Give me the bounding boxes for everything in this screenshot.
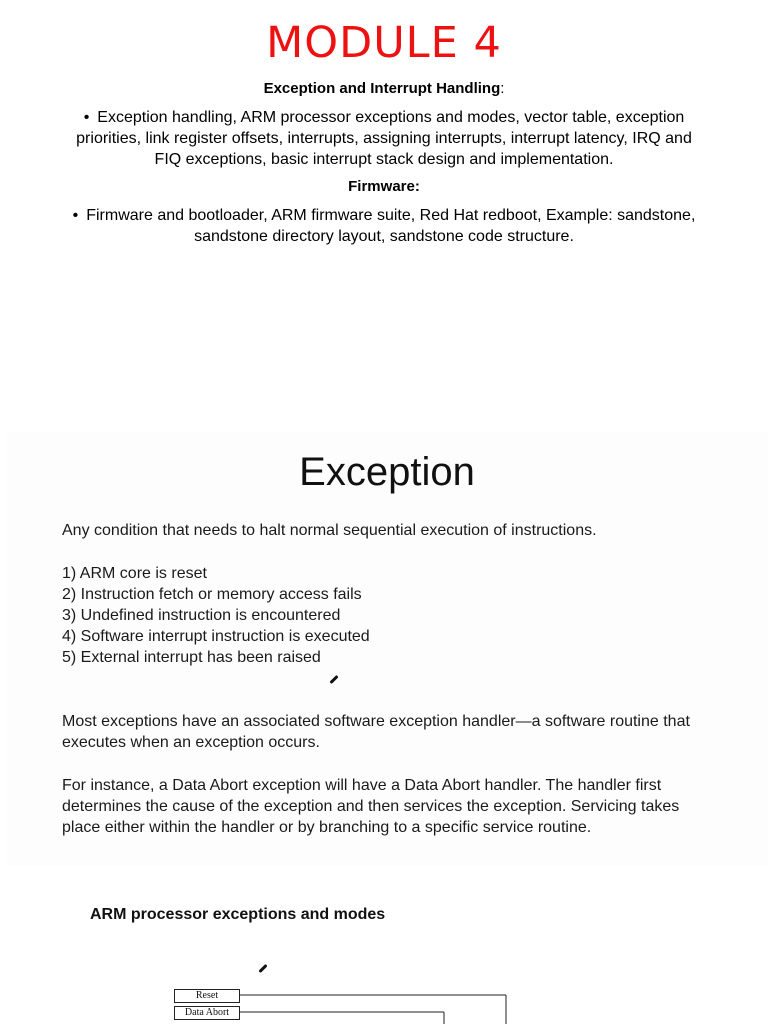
exception-title: Exception — [299, 450, 475, 494]
paragraph-line: executes when an exception occurs. — [62, 734, 320, 751]
paragraph-line: Most exceptions have an associated software exception handler—a software routine that — [62, 713, 690, 730]
example-paragraph — [62, 775, 762, 838]
bullet-line: priorities, link register offsets, interrupts, assigning interrupts, interrupt latency, IRQ and — [76, 130, 692, 147]
section-heading-firmware: Firmware: — [348, 178, 420, 195]
list-item: 5) External interrupt has been raised — [62, 649, 321, 666]
arm-modes-slide — [6, 868, 768, 1024]
bullet-exceptions — [20, 107, 748, 170]
bullet-dot: • — [72, 207, 79, 224]
bullet-firmware — [14, 205, 754, 247]
exception-slide — [6, 432, 768, 866]
exception-definition: Any condition that needs to halt normal sequential execution of instructions. — [62, 522, 597, 539]
list-item: 3) Undefined instruction is encountered — [62, 607, 341, 624]
exception-list — [62, 563, 762, 668]
bullet-line: sandstone directory layout, sandstone code structure. — [194, 228, 574, 245]
section-heading-text: Exception and Interrupt Handling — [263, 80, 501, 97]
arm-modes-title: ARM processor exceptions and modes — [90, 906, 386, 923]
exception-diagram — [6, 868, 768, 1024]
bullet-line: Firmware and bootloader, ARM firmware suite, Red Hat redboot, Example: sandstone, — [86, 207, 696, 224]
list-item: 4) Software interrupt instruction is executed — [62, 628, 370, 645]
handler-paragraph — [62, 711, 762, 753]
heading-colon: : — [500, 80, 505, 97]
pen-mark — [329, 675, 338, 684]
module-title: MODULE 4 — [266, 18, 502, 68]
bullet-line: FIQ exceptions, basic interrupt stack design and implementation. — [154, 151, 614, 168]
bullet-dot: • — [83, 109, 90, 126]
data-abort-box: Data Abort — [174, 1006, 240, 1020]
paragraph-line: determines the cause of the exception and then services the exception. Servicing takes — [62, 798, 680, 815]
list-item: 2) Instruction fetch or memory access fails — [62, 586, 362, 603]
list-item: 1) ARM core is reset — [62, 565, 207, 582]
bullet-line: Exception handling, ARM processor exceptions and modes, vector table, exception — [97, 109, 685, 126]
paragraph-line: place either within the handler or by branching to a specific service routine. — [62, 819, 592, 836]
paragraph-line: For instance, a Data Abort exception will have a Data Abort handler. The handler first — [62, 777, 662, 794]
reset-box: Reset — [174, 989, 240, 1003]
module-slide — [0, 0, 768, 430]
section-heading-exceptions — [0, 80, 768, 97]
